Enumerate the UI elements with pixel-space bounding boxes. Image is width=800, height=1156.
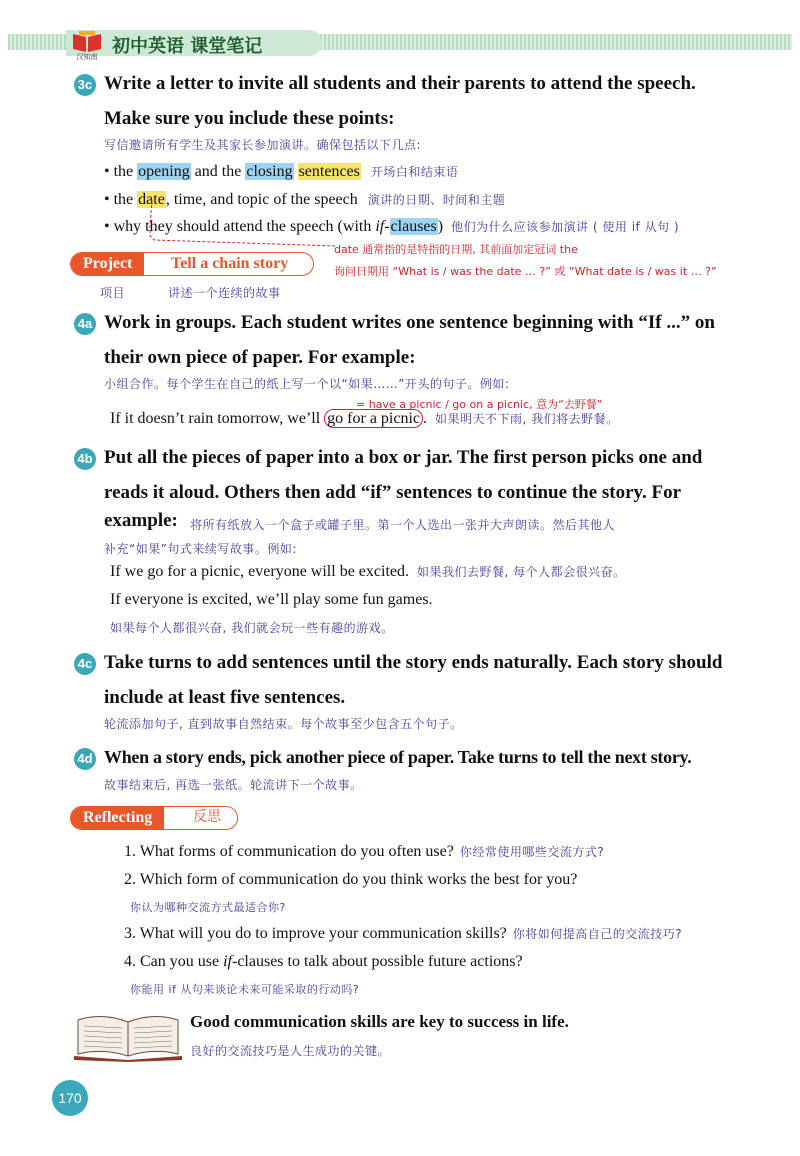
- question-1-text: 1. What forms of communication do you often use?: [124, 843, 454, 860]
- bullet1-pre: the: [113, 163, 138, 180]
- project-banner: [70, 252, 314, 276]
- s4d-instruction: When a story ends, pick another piece of paper. Take turns to tell the next story.: [104, 747, 692, 767]
- s4a-chinese: 小组合作。每个学生在自己的纸上写一个以“如果……”开头的句子。例如:: [104, 377, 510, 391]
- bullet-2: • the date, time, and topic of the speech 演讲的日期、时间和主题: [104, 191, 506, 208]
- highlight-closing: closing: [246, 163, 293, 180]
- s4a-example-chinese: 如果明天不下雨, 我们将去野餐。: [435, 412, 619, 426]
- bullet2-chinese: 演讲的日期、时间和主题: [367, 193, 506, 207]
- circled-phrase: go for a picnic: [324, 409, 423, 428]
- s4a-instruction-line1: Work in groups. Each student writes one sentence beginning with “If ...” on: [104, 312, 715, 333]
- s3c-chinese: 写信邀请所有学生及其家长参加演讲。确保包括以下几点:: [104, 138, 422, 152]
- badge-4a: 4a: [74, 313, 96, 335]
- page-header: [0, 0, 800, 60]
- s4b-example-1-chinese: 如果我们去野餐, 每个人都会很兴奋。: [416, 565, 626, 579]
- s4c-chinese: 轮流添加句子, 直到故事自然结束。每个故事至少包含五个句子。: [104, 717, 463, 731]
- project-label: Project: [71, 253, 144, 275]
- reflecting-chinese-title: 反思: [193, 809, 221, 825]
- project-chinese-title: 讲述一个连续的故事: [168, 286, 281, 300]
- s4d-chinese: 故事结束后, 再选一张纸。轮流讲下一个故事。: [104, 778, 363, 792]
- question-4-pre: 4. Can you use: [124, 953, 224, 970]
- bullet2-pre: the: [113, 191, 138, 208]
- project-title: Tell a chain story: [171, 255, 289, 272]
- s4a-example-pre: If it doesn’t rain tomorrow, we’ll: [110, 410, 325, 427]
- question-2-chinese: 你认为哪种交流方式最适合你?: [130, 901, 286, 914]
- date-note-line2: 询问日期用 “What is / was the date … ?” 或 “What date is / was it … ?”: [334, 265, 717, 278]
- s4c-instruction-line1: Take turns to add sentences until the story ends naturally. Each story should: [104, 652, 723, 673]
- footer-quote-chinese: 良好的交流技巧是人生成功的关键。: [190, 1044, 391, 1058]
- highlight-date: date: [138, 191, 165, 208]
- s4b-instruction-line1: Put all the pieces of paper into a box or jar. The first person picks one and: [104, 447, 703, 468]
- s4a-example: [110, 410, 619, 428]
- logo-caption: 汉知南: [76, 53, 98, 61]
- s4b-example-1-text: If we go for a picnic, everyone will be excited.: [110, 563, 409, 580]
- badge-4d: 4d: [74, 748, 96, 770]
- reflecting-banner: [70, 806, 238, 830]
- bullet3-post: ): [437, 218, 444, 235]
- badge-4c: 4c: [74, 653, 96, 675]
- highlight-clauses: clauses: [390, 218, 437, 235]
- footer-quote: Good communication skills are key to success in life.: [190, 1012, 569, 1031]
- annotation-connector: [140, 196, 340, 252]
- header-title: 初中英语 课堂笔记: [112, 36, 263, 57]
- s4b-instruction-line2: reads it aloud. Others then add “if” sentences to continue the story. For: [104, 482, 682, 503]
- s4b-example-2: If everyone is excited, we’ll play some fun games.: [110, 591, 433, 608]
- highlight-sentences: sentences: [298, 163, 360, 180]
- s3c-instruction-line2: Make sure you include these points:: [104, 108, 395, 129]
- bullet-3: • why they should attend the speech (with if-clauses) 他们为什么应该参加演讲 ( 使用 if 从句 ): [104, 218, 680, 235]
- s4b-example-2-chinese: 如果每个人都很兴奋, 我们就会玩一些有趣的游戏。: [110, 621, 394, 635]
- bullet2-rest: , time, and topic of the speech: [165, 191, 358, 208]
- bullet1-space: [294, 163, 298, 180]
- s4a-example-post: .: [423, 410, 428, 427]
- bullet3-dash: -: [384, 218, 390, 235]
- question-4-if: if: [223, 953, 232, 970]
- bullet1-mid: and the: [190, 163, 246, 180]
- question-2: 2. Which form of communication do you think works the best for you?: [124, 871, 578, 888]
- question-4-chinese: 你能用 if 从句来谈论未来可能采取的行动吗?: [130, 983, 360, 996]
- question-1: [124, 843, 604, 861]
- bullet3-pre: why they should attend the speech (with: [113, 218, 376, 235]
- s4c-instruction-line2: include at least five sentences.: [104, 687, 346, 708]
- bullet3-chinese: 他们为什么应该参加演讲 ( 使用 if 从句 ): [451, 220, 680, 234]
- s4b-chinese-1: 将所有纸放入一个盒子或罐子里。第一个人选出一张并大声朗读。然后其他人: [190, 518, 616, 532]
- question-3-text: 3. What will you do to improve your communication skills?: [124, 925, 507, 942]
- s4b-instruction-line3: example:: [104, 510, 178, 531]
- s4b-chinese-2: 补充“如果”句式来续写故事。例如:: [104, 542, 297, 556]
- question-3: [124, 925, 682, 943]
- question-4: [124, 953, 523, 971]
- bullet-1: • the opening and the closing sentences 开场白和结束语: [104, 163, 459, 180]
- s3c-instruction-line1: Write a letter to invite all students and their parents to attend the speech.: [104, 73, 696, 94]
- project-chinese-label: 项目: [100, 286, 126, 300]
- bullet3-if: if: [375, 218, 385, 235]
- s4a-instruction-line2: their own piece of paper. For example:: [104, 347, 416, 368]
- question-1-chinese: 你经常使用哪些交流方式?: [459, 845, 605, 859]
- s4b-example-1: [110, 563, 626, 581]
- date-note-line1: date 通常指的是特指的日期, 其前面加定冠词 the: [334, 243, 578, 256]
- badge-4b: 4b: [74, 448, 96, 470]
- open-book-icon: [72, 1010, 184, 1062]
- highlight-opening: opening: [138, 163, 190, 180]
- question-4-post: -clauses to talk about possible future actions?: [232, 953, 523, 970]
- bullet1-chinese: 开场白和结束语: [370, 165, 459, 179]
- badge-3c: 3c: [74, 74, 96, 96]
- reflecting-label: Reflecting: [71, 807, 164, 829]
- page-number: 170: [52, 1080, 88, 1116]
- question-3-chinese: 你将如何提高自己的交流技巧?: [512, 927, 683, 941]
- picnic-note: = have a picnic / go on a picnic, 意为“去野餐”: [356, 398, 603, 411]
